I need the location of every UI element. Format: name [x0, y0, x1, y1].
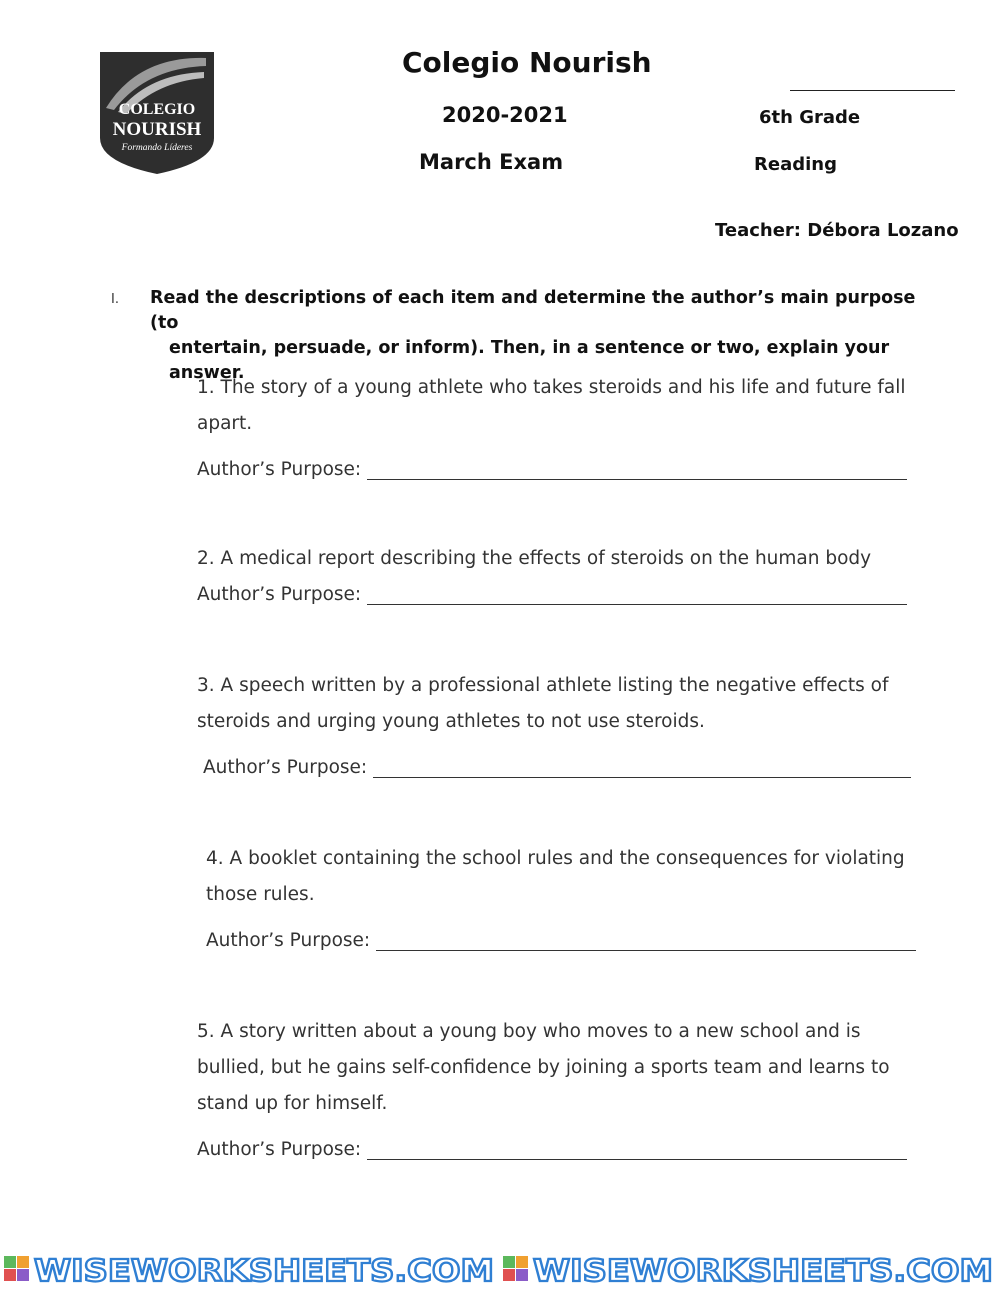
watermark-text: WISEWORKSHEETS.COM	[533, 1254, 993, 1289]
logo-text-nourish: NOURISH	[112, 119, 202, 140]
question-3	[197, 668, 911, 786]
question-text: 5. A story written about a young boy who moves to a new school and is bullied, but he gains self-confidence by joining a sports team and learns to stand up for himself.	[197, 1021, 890, 1114]
answer-line[interactable]	[367, 1159, 907, 1160]
question-4	[206, 841, 916, 959]
logo-motto: Formando Líderes	[121, 143, 193, 153]
wise-badge-icon	[503, 1256, 528, 1281]
question-text: 2. A medical report describing the effects of steroids on the human body	[197, 548, 872, 569]
answer-label: Author’s Purpose:	[197, 584, 362, 605]
answer-label: Author’s Purpose:	[206, 930, 371, 951]
answer-line[interactable]	[373, 777, 911, 778]
school-logo	[98, 50, 216, 176]
question-text: 4. A booklet containing the school rules and the consequences for violating those rules.	[206, 848, 905, 905]
question-text: 3. A speech written by a professional athlete listing the negative effects of steroids and urging young athletes to not use steroids.	[197, 675, 889, 732]
section-number: I.	[111, 292, 119, 307]
answer-row	[197, 750, 911, 786]
watermark-text: WISEWORKSHEETS.COM	[34, 1254, 494, 1289]
subject-label: Reading	[754, 154, 837, 175]
school-year: 2020-2021	[442, 103, 568, 127]
wise-badge-icon	[4, 1256, 29, 1281]
teacher-label: Teacher: Débora Lozano	[715, 220, 959, 241]
question-5	[197, 1014, 907, 1168]
watermark-banner	[0, 1250, 1000, 1289]
answer-row	[206, 923, 916, 959]
answer-label: Author’s Purpose:	[203, 757, 368, 778]
answer-label: Author’s Purpose:	[197, 459, 362, 480]
school-name: Colegio Nourish	[402, 46, 652, 79]
answer-row	[197, 1132, 907, 1168]
answer-row	[197, 452, 907, 488]
question-text: 1. The story of a young athlete who takes steroids and his life and future fall apart.	[197, 377, 906, 434]
question-1	[197, 370, 907, 488]
question-2	[197, 541, 907, 613]
instructions-line-1: Read the descriptions of each item and determine the author’s main purpose (to	[150, 288, 916, 333]
answer-row	[197, 577, 907, 613]
student-name-line[interactable]	[790, 90, 955, 91]
exam-title: March Exam	[419, 150, 564, 174]
grade-label: 6th Grade	[759, 107, 861, 128]
answer-line[interactable]	[367, 604, 907, 605]
logo-text-colegio: COLEGIO	[118, 101, 196, 118]
answer-line[interactable]	[367, 479, 907, 480]
answer-line[interactable]	[376, 950, 916, 951]
instructions-line-2: entertain, persuade, or inform). Then, in a sentence or two, explain your answer.	[169, 338, 890, 383]
answer-label: Author’s Purpose:	[197, 1139, 362, 1160]
